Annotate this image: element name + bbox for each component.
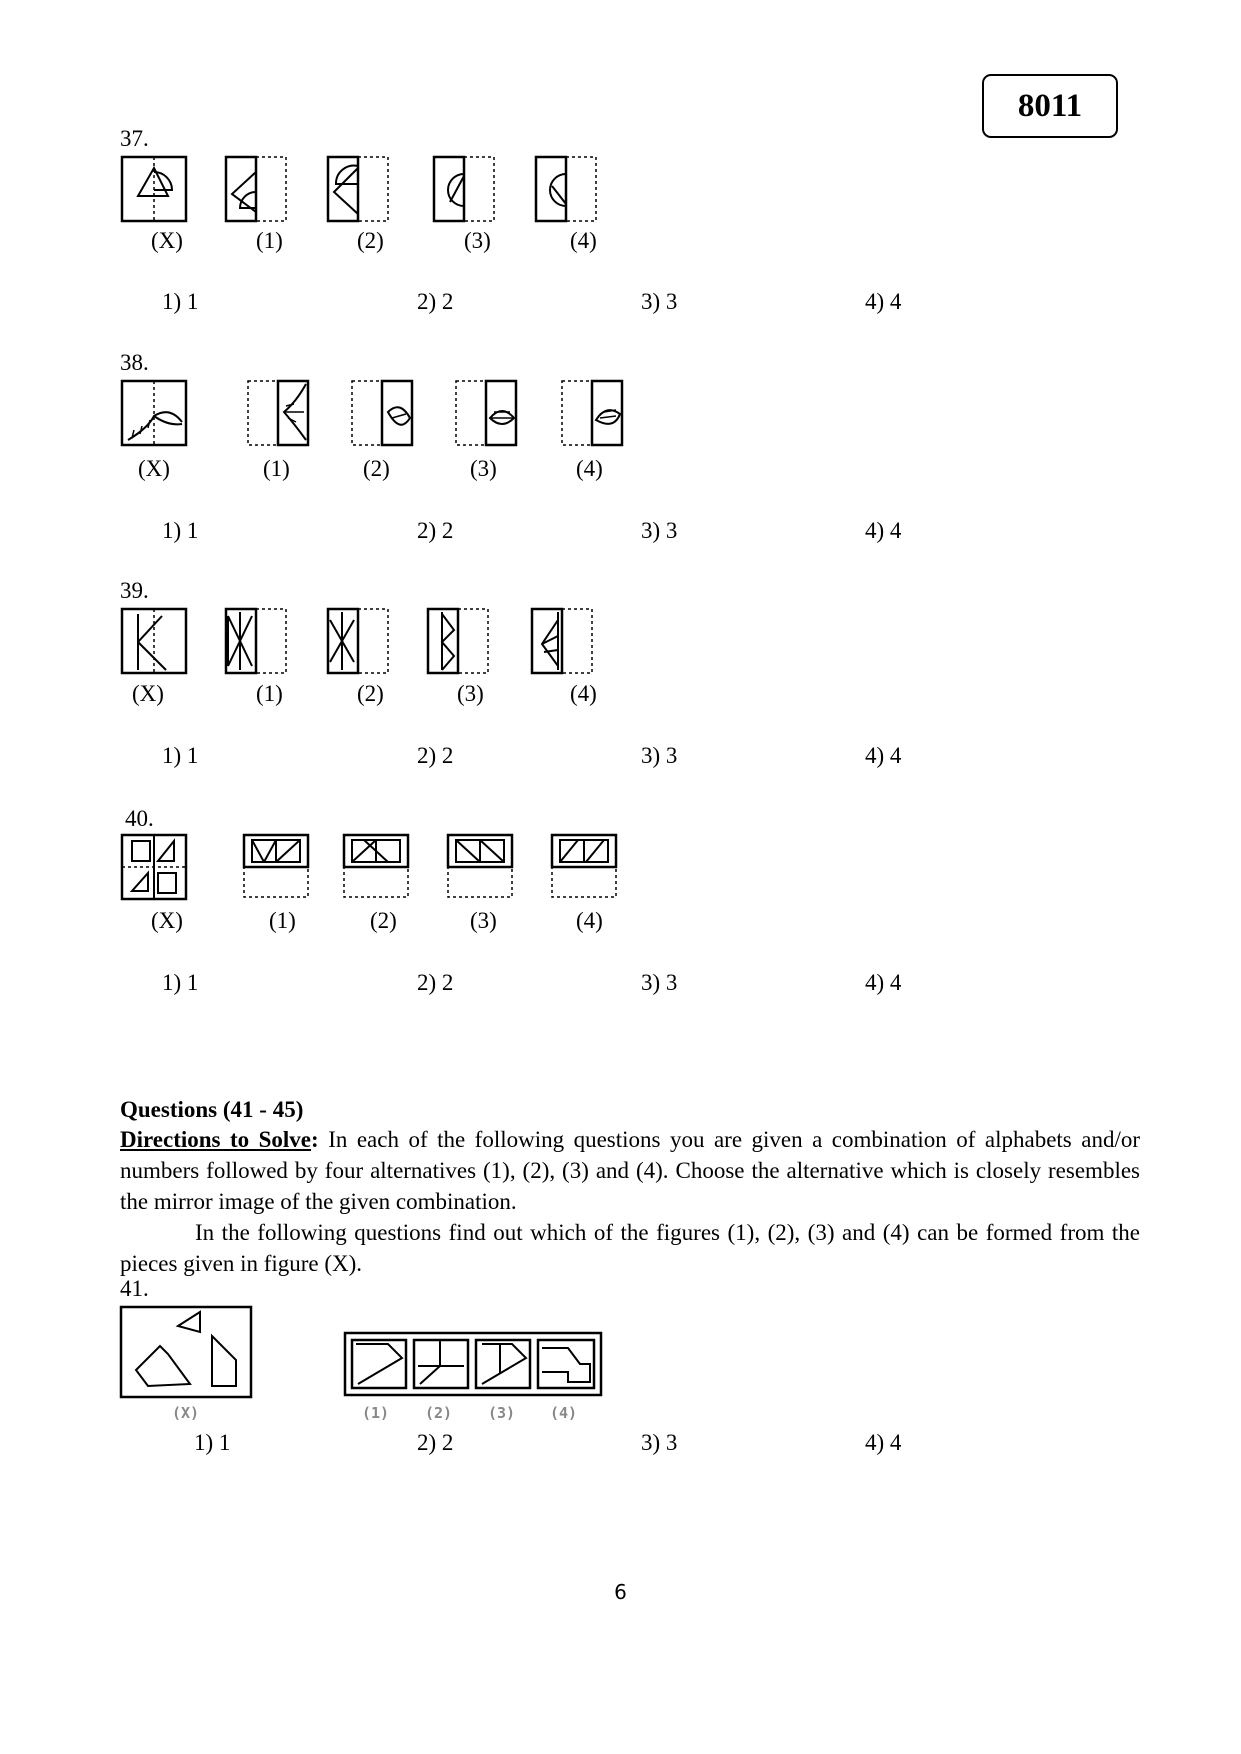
q38-label-2: (2): [363, 456, 390, 481]
q38-option-4[interactable]: 4) 4: [865, 518, 902, 543]
q41-option-1[interactable]: 1) 1: [194, 1430, 231, 1455]
q40-option-2[interactable]: 2) 2: [417, 970, 454, 995]
q38-label-4: (4): [576, 456, 603, 481]
q39-option-4[interactable]: 4) 4: [865, 743, 902, 768]
q38-figure-x: [122, 381, 186, 445]
q40-figure-2: [344, 835, 408, 897]
q39-label-3: (3): [457, 681, 484, 706]
q41-label-3: (3): [488, 1404, 516, 1422]
q39-option-2[interactable]: 2) 2: [417, 743, 454, 768]
q38-option-1[interactable]: 1) 1: [162, 518, 199, 543]
q37-label-3: (3): [464, 228, 491, 253]
q39-label-4: (4): [570, 681, 597, 706]
q38-label-1: (1): [263, 456, 290, 481]
q38-figure-3: [456, 381, 516, 445]
directions-colon: :: [311, 1127, 319, 1152]
q37-option-1[interactable]: 1) 1: [162, 289, 199, 314]
q39-label-2: (2): [357, 681, 384, 706]
q41-option-2[interactable]: 2) 2: [417, 1430, 454, 1455]
q37-label-x: (X): [151, 228, 183, 253]
q37-option-2[interactable]: 2) 2: [417, 289, 454, 314]
q39-option-3[interactable]: 3) 3: [641, 743, 678, 768]
section-heading: Questions (41 - 45): [120, 1097, 304, 1122]
q40-option-4[interactable]: 4) 4: [865, 970, 902, 995]
q39-figure-1: [226, 609, 286, 673]
q40-option-1[interactable]: 1) 1: [162, 970, 199, 995]
q37-figure-3: [434, 157, 494, 221]
q39-label-x: (X): [132, 681, 164, 706]
q41-option-3[interactable]: 3) 3: [641, 1430, 678, 1455]
question-number-39: 39.: [120, 578, 149, 603]
q41-figure-4: [538, 1340, 594, 1388]
q37-figure-4: [536, 157, 596, 221]
q38-label-x: (X): [138, 456, 170, 481]
q39-option-1[interactable]: 1) 1: [162, 743, 199, 768]
q38-option-2[interactable]: 2) 2: [417, 518, 454, 543]
page-number: 6: [614, 1580, 627, 1604]
q39-label-1: (1): [256, 681, 283, 706]
q41-figure-1: [352, 1340, 406, 1388]
q40-option-3[interactable]: 3) 3: [641, 970, 678, 995]
q37-figure-1: [226, 157, 286, 221]
q41-figure-x: [118, 1304, 258, 1400]
q41-label-2: (2): [425, 1404, 453, 1422]
q40-label-2: (2): [370, 908, 397, 933]
q37-option-3[interactable]: 3) 3: [641, 289, 678, 314]
q41-label-4: (4): [550, 1404, 578, 1422]
q40-figures: [118, 832, 638, 904]
q38-figure-4: [562, 381, 622, 445]
q40-label-3: (3): [470, 908, 497, 933]
q37-label-4: (4): [570, 228, 597, 253]
q38-option-3[interactable]: 3) 3: [641, 518, 678, 543]
directions-text: In each of the following questions you are given a combination of alphabets and/or numbers followed by four alternatives (1), (2), (3) and (4). Choose the alternative which is closely resembles the mirror image of the given combination.: [120, 1127, 1140, 1214]
q37-label-1: (1): [256, 228, 283, 253]
q40-label-4: (4): [576, 908, 603, 933]
q37-figures: [118, 154, 638, 226]
q37-figure-x: [122, 157, 186, 221]
q39-figure-2: [328, 609, 388, 673]
q40-figure-1: [244, 835, 308, 897]
q41-option-4[interactable]: 4) 4: [865, 1430, 902, 1455]
q37-option-4[interactable]: 4) 4: [865, 289, 902, 314]
q41-figure-2: [414, 1340, 468, 1388]
q39-figure-3: [428, 609, 488, 673]
q41-figure-3: [476, 1340, 530, 1388]
q38-label-3: (3): [470, 456, 497, 481]
q38-figure-2: [352, 381, 412, 445]
question-number-41: 41.: [120, 1276, 149, 1301]
q40-figure-4: [552, 835, 616, 897]
figure-instructions-paragraph: In the following questions find out which of the figures (1), (2), (3) and (4) can be formed from the pieces given in figure (X).: [120, 1220, 1140, 1276]
directions-label: Directions to Solve: [120, 1127, 312, 1152]
q37-label-2: (2): [357, 228, 384, 253]
q37-figure-2: [328, 157, 388, 221]
q40-figure-x: [122, 835, 186, 899]
q41-options-figures: [342, 1330, 608, 1400]
q38-figures: [118, 378, 638, 450]
q39-figure-x: [122, 609, 186, 673]
q40-figure-3: [448, 835, 512, 897]
question-number-40: 40.: [125, 806, 154, 831]
page-code-box: 8011: [982, 74, 1118, 138]
q40-label-x: (X): [151, 908, 183, 933]
question-number-38: 38.: [120, 350, 149, 375]
q38-figure-1: [248, 381, 308, 445]
q41-label-x: (X): [172, 1404, 200, 1422]
q39-figures: [118, 606, 638, 678]
question-number-37: 37.: [120, 126, 149, 151]
q41-label-1: (1): [362, 1404, 390, 1422]
directions-paragraph: [120, 1124, 1140, 1217]
q39-figure-4: [532, 609, 592, 673]
q40-label-1: (1): [269, 908, 296, 933]
